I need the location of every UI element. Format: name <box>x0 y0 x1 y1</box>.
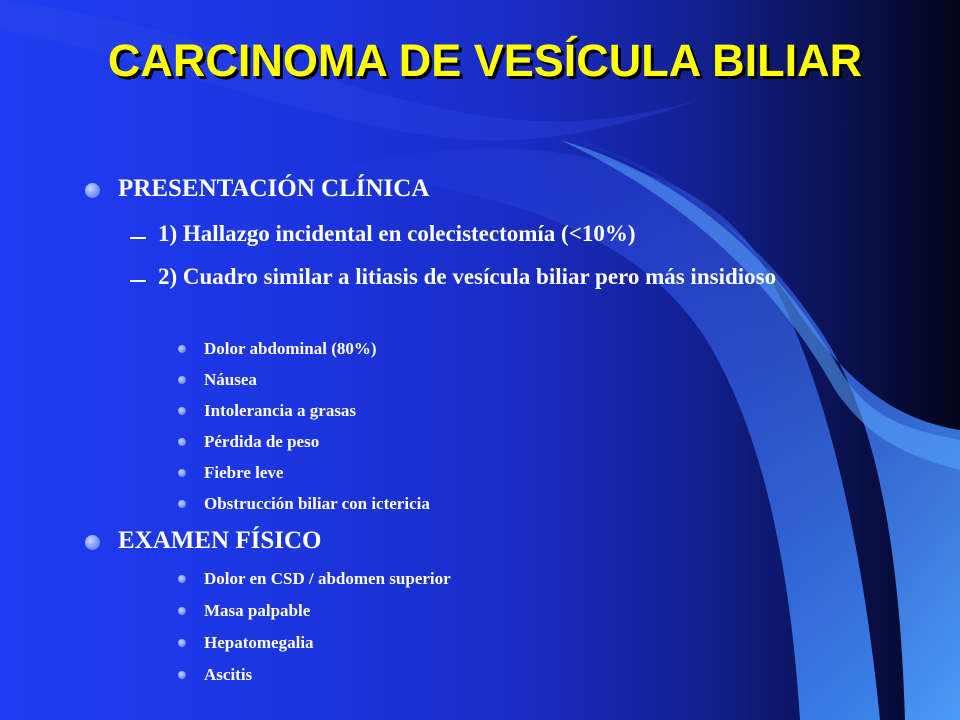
symptom-item: Dolor abdominal (80%) <box>204 339 377 358</box>
section-heading-presentacion: PRESENTACIÓN CLÍNICA <box>118 175 430 202</box>
bullet-icon <box>178 639 186 647</box>
symptom-item: Pérdida de peso <box>204 432 320 451</box>
section-heading-examen: EXAMEN FÍSICO <box>118 527 322 554</box>
subpoint-1: 1) Hallazgo incidental en colecistectomía (<10%) <box>158 221 636 246</box>
dash-icon <box>130 237 146 239</box>
bullet-icon <box>178 607 186 615</box>
bullet-icon <box>178 575 186 583</box>
bullet-icon <box>85 535 100 550</box>
finding-item: Masa palpable <box>204 601 311 620</box>
finding-item: Dolor en CSD / abdomen superior <box>204 569 451 588</box>
finding-item: Hepatomegalia <box>204 633 314 652</box>
bullet-icon <box>178 438 186 446</box>
slide-title: CARCINOMA DE VESÍCULA BILIAR <box>107 35 863 86</box>
symptom-item: Intolerancia a grasas <box>204 401 357 420</box>
bullet-icon <box>178 407 186 415</box>
finding-item: Ascitis <box>204 665 253 684</box>
bullet-icon <box>178 345 186 353</box>
symptom-item: Obstrucción biliar con ictericia <box>204 494 430 513</box>
bullet-icon <box>178 500 186 508</box>
dash-icon <box>130 280 146 282</box>
symptom-item: Náusea <box>204 370 257 389</box>
symptom-item: Fiebre leve <box>204 463 284 482</box>
bullet-icon <box>178 376 186 384</box>
subpoint-2: 2) Cuadro similar a litiasis de vesícula biliar pero más insidioso <box>158 264 777 289</box>
bullet-icon <box>178 671 186 679</box>
bullet-icon <box>85 183 100 198</box>
bullet-icon <box>178 469 186 477</box>
